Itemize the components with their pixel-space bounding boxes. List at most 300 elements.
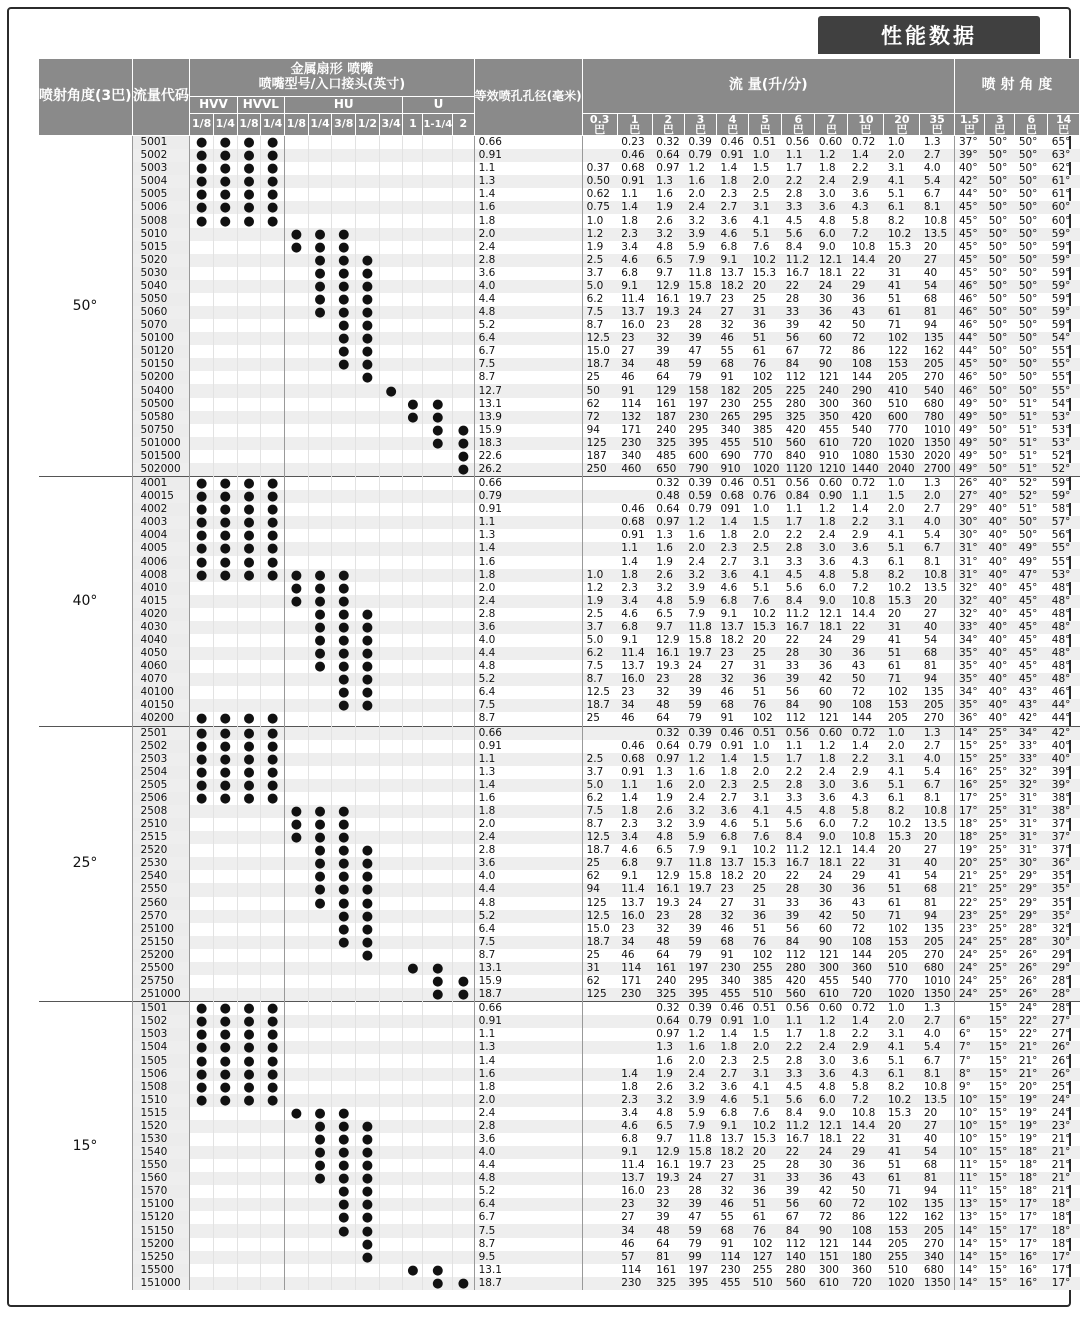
fitting-availability-dot <box>453 358 474 371</box>
fitting-availability-dot <box>379 529 403 542</box>
flow-rate-value: 8.1 <box>920 1068 955 1081</box>
flow-rate-value: 455 <box>818 975 839 988</box>
header-pressure-unit: 巴 <box>629 122 641 136</box>
fitting-availability-dot <box>213 1107 237 1120</box>
spray-angle-value: 51° <box>1015 437 1048 450</box>
flow-rate-value: 600 <box>688 449 709 462</box>
flow-rate-value: 3.3 <box>782 1068 815 1081</box>
fitting-availability-dot: ● <box>213 162 237 175</box>
flow-rate-value: 50 <box>851 319 866 332</box>
flow-rate-value <box>617 1028 652 1041</box>
spray-angle-value: 44° <box>958 345 978 358</box>
flow-rate-value: 12.5 <box>586 686 610 699</box>
fitting-availability-dot: ● <box>332 306 356 319</box>
flow-rate-value: 1.4 <box>617 1068 652 1081</box>
flow-rate-value: 1.4 <box>621 791 638 804</box>
fitting-availability-dot <box>332 188 356 201</box>
flow-rate-value: 12.9 <box>652 1146 684 1159</box>
flow-rate-value: 51 <box>749 1198 782 1211</box>
flow-rate-value: 13.5 <box>920 582 955 595</box>
header-pressure <box>985 114 1015 136</box>
flow-rate-value: 4.6 <box>617 254 652 267</box>
header-pressure-unit: 巴 <box>994 122 1006 136</box>
flow-rate-value: 36 <box>749 673 782 686</box>
flow-rate-value: 2.5 <box>749 542 782 555</box>
fitting-availability-dot: ● <box>190 1002 214 1016</box>
flow-rate-value: 61 <box>884 1172 920 1185</box>
flow-rate-value: 36 <box>749 910 782 923</box>
flow-rate-value: 14.4 <box>851 844 876 857</box>
fitting-availability-dot <box>379 463 403 477</box>
spray-angle-value: 45° <box>1015 595 1048 608</box>
fitting-availability-dot <box>423 660 453 673</box>
flow-rate-value: 2.0 <box>749 175 782 188</box>
fitting-availability-dot: ● <box>423 1277 453 1290</box>
fitting-availability-dot <box>453 1041 474 1054</box>
flow-rate-value <box>582 149 617 162</box>
fitting-availability-dot: ● <box>261 556 285 569</box>
flow-rate-value: 6.7 <box>920 188 955 201</box>
flow-rate-value <box>582 1028 617 1041</box>
fitting-availability-dot <box>403 582 423 595</box>
fitting-availability-dot <box>423 254 453 267</box>
orifice-diameter: 4.4 <box>474 647 582 660</box>
spray-angle-value: 55° <box>1051 371 1071 384</box>
flow-rate-value <box>582 1068 617 1081</box>
fitting-availability-dot <box>237 345 261 358</box>
flow-rate-value: 62 <box>586 975 600 988</box>
fitting-availability-dot <box>423 1211 453 1224</box>
fitting-availability-dot <box>453 923 474 936</box>
fitting-availability-dot <box>308 740 332 753</box>
fitting-availability-dot <box>423 384 453 397</box>
fitting-availability-dot <box>261 1107 285 1120</box>
flow-rate-value: 2.2 <box>851 1028 869 1041</box>
table-row <box>39 556 1080 569</box>
fitting-availability-dot <box>403 214 423 227</box>
fitting-availability-dot: ● <box>190 569 214 582</box>
fitting-availability-dot <box>379 149 403 162</box>
flow-rate-value: 102 <box>887 686 908 699</box>
fitting-availability-dot: ● <box>261 529 285 542</box>
spray-angle-value: 50° <box>988 266 1008 279</box>
fitting-availability-dot: ● <box>213 1094 237 1107</box>
flow-rate-value: 64 <box>656 1237 670 1250</box>
flow-rate-value: 5.1 <box>752 581 770 594</box>
fitting-availability-dot <box>332 149 356 162</box>
fitting-availability-dot <box>190 1224 214 1237</box>
flow-rate-value: 18.2 <box>717 1146 749 1159</box>
fitting-availability-dot <box>285 857 309 870</box>
flow-rate-value: 1.4 <box>617 201 652 214</box>
spray-angle-value: 35° <box>954 699 984 712</box>
orifice-diameter: 2.4 <box>474 831 582 844</box>
fitting-availability-dot: ● <box>261 542 285 555</box>
spray-angle-value: 50° <box>988 188 1008 201</box>
fitting-availability-dot <box>261 857 285 870</box>
fitting-availability-dot <box>379 175 403 188</box>
flow-rate-value: 22 <box>848 621 884 634</box>
flow-rate-value: 0.91 <box>717 149 749 162</box>
flow-rate-value: 23 <box>656 319 670 332</box>
fitting-availability-dot <box>190 805 214 818</box>
spray-angle-value: 25° <box>985 910 1015 923</box>
header-orifice: 等效喷孔孔径(毫米) <box>474 59 582 136</box>
spray-angle-value: 33° <box>1015 753 1048 766</box>
fitting-availability-dot <box>403 608 423 621</box>
fitting-availability-dot: ● <box>237 503 261 516</box>
fitting-availability-dot <box>379 1133 403 1146</box>
fitting-availability-dot <box>237 949 261 962</box>
fitting-availability-dot <box>237 1133 261 1146</box>
fitting-availability-dot: ● <box>261 516 285 529</box>
fitting-availability-dot: ● <box>213 740 237 753</box>
table-row <box>39 241 1080 254</box>
orifice-diameter: 1.6 <box>474 792 582 805</box>
fitting-availability-dot <box>379 805 403 818</box>
header-pressure-value: 6 <box>1027 113 1036 126</box>
flow-rate-value: 7.5 <box>582 805 617 818</box>
flow-rate-value: 19.7 <box>688 1159 712 1172</box>
spray-angle-value: 11° <box>954 1172 984 1185</box>
flow-rate-value: 4.8 <box>818 1080 836 1093</box>
fitting-availability-dot: ● <box>190 188 214 201</box>
spray-angle-value: 15° <box>985 1198 1015 1211</box>
fitting-availability-dot <box>332 1041 356 1054</box>
flow-rate-value: 122 <box>887 345 908 358</box>
spray-angle-value: 45° <box>1018 634 1038 646</box>
flow-rate-value: 1.9 <box>652 201 684 214</box>
flow-rate-value: 2.8 <box>785 188 803 201</box>
flow-rate-value: 27 <box>717 306 749 319</box>
fitting-availability-dot <box>285 634 309 647</box>
flow-rate-value: 60 <box>818 686 833 699</box>
fitting-availability-dot <box>356 149 380 162</box>
spray-angle-value: 18° <box>954 831 984 844</box>
spray-angle-value: 45° <box>958 266 978 279</box>
fitting-availability-dot <box>379 857 403 870</box>
flow-code: 2510 <box>132 818 190 831</box>
fitting-availability-dot <box>423 228 453 241</box>
fitting-availability-dot <box>379 136 403 150</box>
flow-code: 5070 <box>132 319 190 332</box>
fitting-availability-dot <box>261 923 285 936</box>
fitting-availability-dot <box>423 175 453 188</box>
flow-rate-value: 28 <box>782 647 815 660</box>
flow-rate-value: 19.3 <box>656 896 680 909</box>
fitting-availability-dot <box>453 779 474 792</box>
flow-rate-value: 5.8 <box>848 805 884 818</box>
fitting-availability-dot <box>332 556 356 569</box>
header-type-hvvl: HVVL <box>237 97 284 114</box>
flow-rate-value: 39 <box>688 686 702 699</box>
fitting-availability-dot <box>237 595 261 608</box>
flow-rate-value: 1.0 <box>752 739 770 752</box>
flow-rate-value: 28 <box>684 673 716 686</box>
flow-rate-value: 76 <box>749 358 782 371</box>
header-pressure-value: 5 <box>761 113 770 126</box>
flow-code: 5050 <box>132 293 190 306</box>
fitting-availability-dot <box>237 1107 261 1120</box>
fitting-availability-dot <box>403 569 423 582</box>
flow-rate-value: 3.4 <box>621 240 638 253</box>
fitting-availability-dot <box>453 1146 474 1159</box>
flow-rate-value: 4.0 <box>920 162 955 175</box>
fitting-availability-dot: ● <box>356 634 380 647</box>
header-pressure <box>954 114 984 136</box>
flow-rate-value: 91 <box>617 384 652 397</box>
spray-angle-value: 40° <box>985 673 1015 686</box>
fitting-availability-dot <box>379 766 403 779</box>
header-pressure-value: 3 <box>995 113 1004 126</box>
flow-rate-value: 3.9 <box>688 818 706 831</box>
fitting-availability-dot <box>190 1159 214 1172</box>
fitting-availability-dot: ● <box>261 712 285 726</box>
fitting-availability-dot <box>332 1277 356 1290</box>
fitting-availability-dot: ● <box>213 753 237 766</box>
flow-rate-value: 57 <box>617 1251 652 1264</box>
fitting-availability-dot <box>332 1015 356 1028</box>
fitting-availability-dot <box>403 1120 423 1133</box>
flow-rate-value: 240 <box>656 423 677 436</box>
flow-rate-value: 770 <box>887 975 908 988</box>
fitting-availability-dot: ● <box>332 647 356 660</box>
flow-rate-value: 16.0 <box>617 673 652 686</box>
fitting-availability-dot: ● <box>356 608 380 621</box>
table-row <box>39 1224 1080 1237</box>
flow-rate-value: 135 <box>920 1198 955 1211</box>
fitting-availability-dot <box>332 949 356 962</box>
spray-angle-value: 10° <box>954 1094 984 1107</box>
fitting-availability-dot <box>423 699 453 712</box>
flow-rate-value: 1.8 <box>621 214 638 227</box>
fitting-availability-dot <box>308 319 332 332</box>
flow-rate-value: 9.0 <box>815 595 848 608</box>
fitting-availability-dot <box>453 712 474 726</box>
flow-rate-value: 4.6 <box>621 844 638 857</box>
fitting-availability-dot <box>356 529 380 542</box>
fitting-availability-dot: ● <box>453 988 474 1002</box>
spray-angle-value: 35° <box>1048 883 1080 896</box>
flow-rate-value: 280 <box>785 1263 806 1276</box>
flow-rate-value: 64 <box>656 371 670 384</box>
fitting-availability-dot: ● <box>356 267 380 280</box>
table-row <box>39 1146 1080 1159</box>
orifice-diameter: 18.7 <box>474 1277 582 1290</box>
spray-angle-value: 22° <box>958 896 978 909</box>
flow-rate-value: 2.6 <box>656 214 673 227</box>
flow-rate-value: 51 <box>887 292 902 305</box>
fitting-availability-dot <box>379 319 403 332</box>
flow-code: 2504 <box>132 766 190 779</box>
spray-angle-value: 15° <box>985 1094 1015 1107</box>
flow-code: 4001 <box>132 477 190 491</box>
flow-rate-value: 41 <box>887 634 902 646</box>
fitting-availability-dot <box>403 975 423 988</box>
fitting-availability-dot <box>308 1015 332 1028</box>
spray-angle-value: 49° <box>954 411 984 424</box>
fitting-availability-dot <box>423 779 453 792</box>
flow-rate-value: 6.7 <box>920 779 955 792</box>
orifice-diameter: 2.0 <box>474 582 582 595</box>
flow-rate-value: 0.68 <box>717 490 749 503</box>
fitting-availability-dot: ● <box>261 175 285 188</box>
flow-rate-value: 2.4 <box>818 529 836 542</box>
fitting-availability-dot: ● <box>261 740 285 753</box>
fitting-availability-dot <box>308 503 332 516</box>
spray-angle-value: 38° <box>1051 791 1071 804</box>
fitting-availability-dot <box>379 556 403 569</box>
fitting-availability-dot <box>453 136 474 150</box>
flow-rate-value: 16.1 <box>656 292 680 305</box>
flow-rate-value: 29 <box>851 870 866 883</box>
fitting-availability-dot <box>379 1211 403 1224</box>
fitting-availability-dot <box>308 1251 332 1264</box>
spray-angle-value: 15° <box>985 1002 1015 1016</box>
spray-angle-value: 50° <box>1018 319 1038 332</box>
spray-angle-value: 34° <box>958 634 978 646</box>
fitting-availability-dot <box>403 149 423 162</box>
fitting-availability-dot: ● <box>356 1238 380 1251</box>
spray-angle-value: 17° <box>954 805 984 818</box>
fitting-availability-dot: ● <box>190 149 214 162</box>
fitting-availability-dot <box>379 1041 403 1054</box>
flow-rate-value: 94 <box>586 423 600 436</box>
spray-angle-value: 50° <box>985 358 1015 371</box>
header-size: 1/8 <box>285 114 309 136</box>
flow-code: 2520 <box>132 844 190 857</box>
fitting-availability-dot: ● <box>237 556 261 569</box>
table-row <box>39 1028 1080 1041</box>
flow-rate-value: 560 <box>782 437 815 450</box>
fitting-availability-dot <box>308 490 332 503</box>
flow-rate-value: 153 <box>884 1224 920 1237</box>
spray-angle-value: 25° <box>985 936 1015 949</box>
fitting-availability-dot <box>190 870 214 883</box>
flow-code: 15100 <box>132 1198 190 1211</box>
fitting-availability-dot: ● <box>332 1107 356 1120</box>
flow-rate-value: 10.2 <box>752 607 777 620</box>
fitting-availability-dot <box>403 883 423 896</box>
orifice-diameter: 1.1 <box>474 753 582 766</box>
table-row <box>39 621 1080 634</box>
flow-rate-value: 81 <box>920 306 955 319</box>
fitting-availability-dot <box>332 477 356 491</box>
spray-angle-value: 49° <box>954 463 984 477</box>
fitting-availability-dot <box>308 792 332 805</box>
spray-angle-value: 10° <box>954 1146 984 1159</box>
fitting-availability-dot <box>190 424 214 437</box>
fitting-availability-dot: ● <box>332 1146 356 1159</box>
fitting-availability-dot <box>285 1198 309 1211</box>
fitting-availability-dot <box>403 437 423 450</box>
fitting-availability-dot <box>453 1185 474 1198</box>
performance-table <box>38 58 1080 1290</box>
fitting-availability-dot <box>213 358 237 371</box>
flow-rate-value: 340 <box>621 449 642 462</box>
flow-code: 1520 <box>132 1120 190 1133</box>
header-pressure-value: 20 <box>894 113 910 126</box>
fitting-availability-dot: ● <box>190 490 214 503</box>
fitting-availability-dot <box>403 857 423 870</box>
fitting-availability-dot: ● <box>356 1185 380 1198</box>
fitting-availability-dot <box>190 241 214 254</box>
fitting-availability-dot <box>332 542 356 555</box>
flow-rate-value: 4.1 <box>884 1041 920 1054</box>
fitting-availability-dot <box>308 686 332 699</box>
header-pressure-unit: 巴 <box>662 122 674 136</box>
fitting-availability-dot: ● <box>356 1133 380 1146</box>
fitting-availability-dot <box>308 371 332 384</box>
fitting-availability-dot <box>237 634 261 647</box>
flow-rate-value: 2.0 <box>688 1054 706 1067</box>
fitting-availability-dot: ● <box>237 529 261 542</box>
spray-angle-value: 21° <box>1015 1068 1048 1081</box>
flow-rate-value <box>582 1081 617 1094</box>
orifice-diameter: 2.8 <box>474 844 582 857</box>
flow-rate-value: 20 <box>749 1146 782 1159</box>
flow-rate-value: 2.9 <box>851 529 869 542</box>
table-row <box>39 779 1080 792</box>
fitting-availability-dot <box>379 411 403 424</box>
fitting-availability-dot <box>308 345 332 358</box>
table-row <box>39 450 1080 463</box>
fitting-availability-dot: ● <box>308 818 332 831</box>
fitting-availability-dot <box>213 818 237 831</box>
fitting-availability-dot <box>423 740 453 753</box>
spray-angle-value: 25° <box>988 948 1008 961</box>
spray-angle-value: 15° <box>988 1106 1008 1119</box>
flow-rate-value: 4.8 <box>656 240 673 253</box>
header-size: 3/8 <box>332 114 356 136</box>
flow-rate-value: 15.0 <box>586 345 610 358</box>
spray-angle-value: 45° <box>954 228 984 241</box>
flow-rate-value: 15.3 <box>884 595 920 608</box>
flow-code: 5020 <box>132 254 190 267</box>
flow-rate-value: 187 <box>586 449 607 462</box>
fitting-availability-dot <box>213 962 237 975</box>
flow-rate-value: 255 <box>749 962 782 975</box>
flow-rate-value: 2.3 <box>720 1054 738 1067</box>
flow-rate-value: 6.2 <box>586 791 604 804</box>
flow-rate-value: 25 <box>586 948 600 961</box>
flow-rate-value: 5.9 <box>688 1106 706 1119</box>
spray-angle-value: 50° <box>985 463 1015 477</box>
flow-code: 2560 <box>132 897 190 910</box>
flow-rate-value: 23 <box>621 922 635 935</box>
flow-rate-value: 23 <box>617 1198 652 1211</box>
flow-rate-value: 27 <box>720 660 734 673</box>
fitting-availability-dot: ● <box>261 149 285 162</box>
fitting-availability-dot <box>453 267 474 280</box>
fitting-availability-dot <box>285 870 309 883</box>
flow-rate-value: 5.0 <box>586 634 604 646</box>
orifice-diameter: 2.0 <box>474 818 582 831</box>
spray-angle-value: 32° <box>1018 765 1038 778</box>
fitting-availability-dot: ● <box>190 136 214 150</box>
fitting-availability-dot <box>285 844 309 857</box>
flow-rate-value: 3.0 <box>818 1054 836 1067</box>
fitting-availability-dot: ● <box>190 175 214 188</box>
flow-rate-value: 0.39 <box>684 726 716 740</box>
fitting-availability-dot <box>190 883 214 896</box>
fitting-availability-dot: ● <box>308 805 332 818</box>
flow-rate-value: 4.8 <box>652 831 684 844</box>
flow-rate-value: 41 <box>884 1146 920 1159</box>
fitting-availability-dot <box>308 988 332 1002</box>
fitting-availability-dot <box>190 463 214 477</box>
flow-rate-value: 4.6 <box>717 228 749 241</box>
